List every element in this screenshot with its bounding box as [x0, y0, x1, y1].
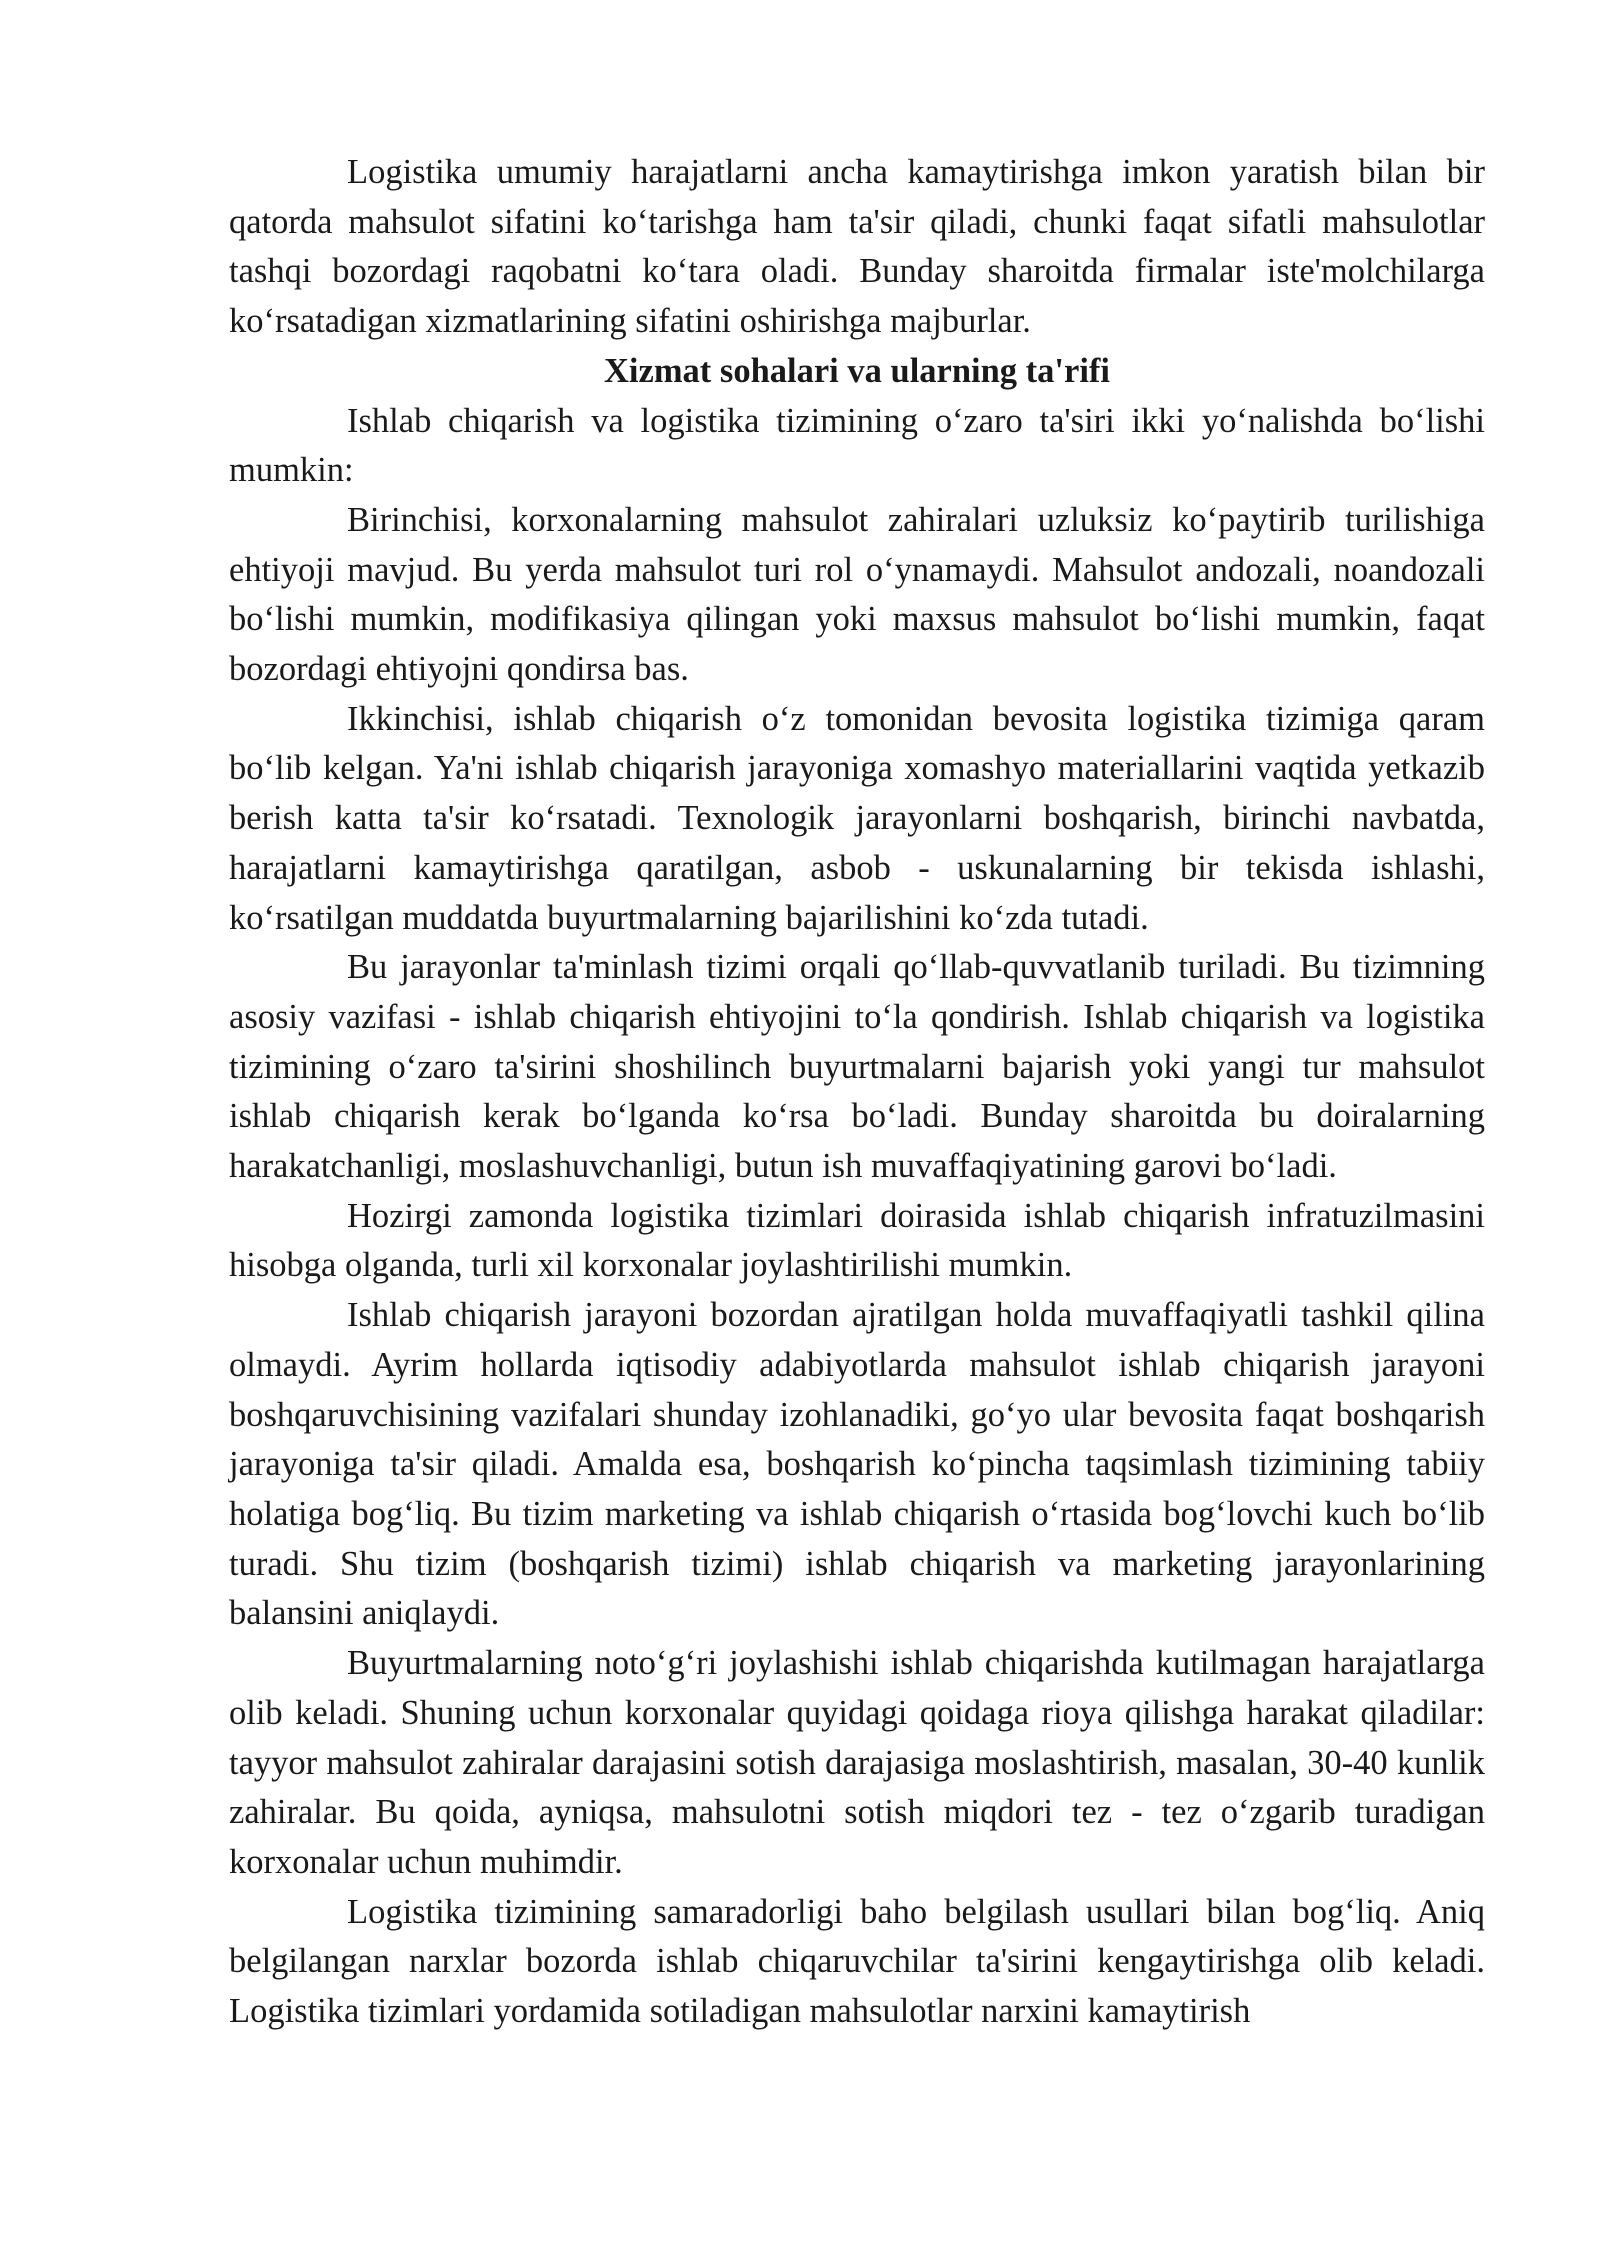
paragraph: Ikkinchisi, ishlab chiqarish oʻz tomonidan bevosita logistika tizimiga qaram boʻlib kelgan. Ya'ni ishlab chiqarish jarayoniga xomashyo materiallarini vaqtida yetkazib berish katta ta'sir koʻrsatadi. Texnologik jarayonlarni boshqarish, birinchi navbatda, harajatlarni kamaytirishga qaratilgan, asbob - uskunalarning bir tekisda ishlashi, koʻrsatilgan muddatda buyurtmalarning bajarilishini koʻzda tutadi.	[229, 699, 1485, 937]
paragraph: Logistika umumiy harajatlarni ancha kamaytirishga imkon yaratish bilan bir qatorda mahsulot sifatini koʻtarishga ham ta'sir qiladi, chunki faqat sifatli mahsulotlar tashqi bozordagi raqobatni koʻtara oladi. Bunday sharoitda firmalar iste'molchilarga koʻrsatadigan xizmatlarining sifatini oshirishga majburlar.	[229, 153, 1485, 341]
document-page	[229, 148, 1485, 2037]
paragraph: Ishlab chiqarish jarayoni bozordan ajratilgan holda muvaffaqiyatli tashkil qilina olmaydi. Ayrim hollarda iqtisodiy adabiyotlarda mahsulot ishlab chiqarish jarayoni boshqaruvchisining vazifalari shunday izohlanadiki, goʻyo ular bevosita faqat boshqarish jarayoniga ta'sir qiladi. Amalda esa, boshqarish koʻpincha taqsimlash tizimining tabiiy holatiga bogʻliq. Bu tizim marketing va ishlab chiqarish oʻrtasida bogʻlovchi kuch boʻlib turadi. Shu tizim (boshqarish tizimi) ishlab chiqarish va marketing jarayonlarining balansini aniqlaydi.	[229, 1296, 1485, 1633]
paragraph: Hozirgi zamonda logistika tizimlari doirasida ishlab chiqarish infratuzilmasini hisobga olganda, turli xil korxonalar joylashtirilishi mumkin.	[229, 1196, 1485, 1285]
paragraph: Birinchisi, korxonalarning mahsulot zahiralari uzluksiz koʻpaytirib turilishiga ehtiyoji mavjud. Bu yerda mahsulot turi rol oʻynamaydi. Mahsulot andozali, noandozali boʻlishi mumkin, modifikasiya qilingan yoki maxsus mahsulot boʻlishi mumkin, faqat bozordagi ehtiyojni qondirsa bas.	[229, 500, 1485, 689]
paragraph: Bu jarayonlar ta'minlash tizimi orqali qoʻllab-quvvatlanib turiladi. Bu tizimning asosiy vazifasi - ishlab chiqarish ehtiyojini toʻla qondirish. Ishlab chiqarish va logistika tizimining oʻzaro ta'sirini shoshilinch buyurtmalarni bajarish yoki yangi tur mahsulot ishlab chiqarish kerak boʻlganda koʻrsa boʻladi. Bunday sharoitda bu doiralarning harakatchanligi, moslashuvchanligi, butun ish muvaffaqiyatining garovi boʻladi.	[229, 948, 1485, 1186]
paragraph: Logistika tizimining samaradorligi baho belgilash usullari bilan bogʻliq. Aniq belgilangan narxlar bozorda ishlab chiqaruvchilar ta'sirini kengaytirishga olib keladi. Logistika tizimlari yordamida sotiladigan mahsulotlar narxini kamaytirish	[229, 1892, 1485, 2031]
paragraph: Ishlab chiqarish va logistika tizimining oʻzaro ta'siri ikki yoʻnalishda boʻlishi mumkin:	[229, 401, 1485, 490]
section-heading: Xizmat sohalari va ularning ta'rifi	[604, 351, 1110, 390]
paragraph: Buyurtmalarning notoʻgʻri joylashishi ishlab chiqarishda kutilmagan harajatlarga olib keladi. Shuning uchun korxonalar quyidagi qoidaga rioya qilishga harakat qiladilar: tayyor mahsulot zahiralar darajasini sotish darajasiga moslashtirish, masalan, 30-40 kunlik zahiralar. Bu qoida, ayniqsa, mahsulotni sotish miqdori tez - tez oʻzgarib turadigan korxonalar uchun muhimdir.	[229, 1644, 1485, 1881]
